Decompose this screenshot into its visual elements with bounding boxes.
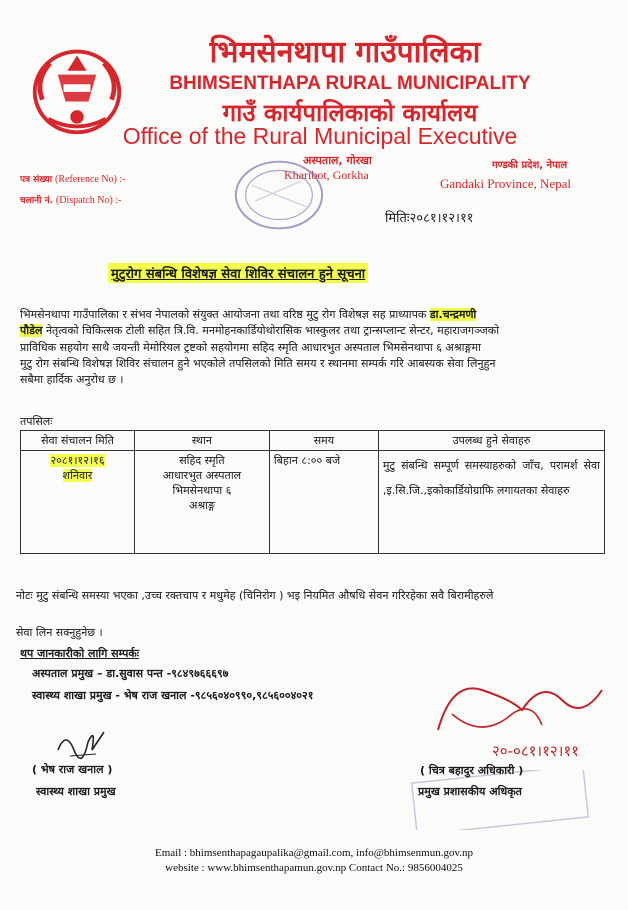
note-line-1: नोटः मुटु संबन्धि समस्या भएका ,उच्च रक्तचाप र मधुमेह (चिनिरोग ) भइ नियमित औषधि सेवन गरिरहेका सवै बिरामीहरुले	[16, 589, 494, 602]
reference-label-en: (Reference No) :-	[55, 174, 126, 185]
municipality-name-en: BHIMSENTHAPA RURAL MUNICIPALITY	[169, 73, 531, 94]
note-line-2: सेवा लिन सक्नुहुनेछ ।	[16, 626, 103, 639]
signatory-left-role: स्वास्थ्य शाखा प्रमुख	[36, 785, 116, 798]
paragraph-line: सबैमा हार्दिक अनुरोध छ ।	[20, 373, 124, 387]
reference-number	[20, 172, 126, 185]
province-en: Gandaki Province, Nepal	[440, 176, 572, 191]
designation-stamp-icon	[410, 770, 590, 830]
service-date: २०८१।१२।१६	[50, 454, 105, 467]
signatory-right-role: प्रमुख प्रशासकीय अधिकृत	[418, 785, 522, 798]
location-line: भिमसेनथापा ६	[172, 484, 232, 497]
province-np: गण्डकी प्रदेश, नेपाल	[492, 160, 568, 171]
office-address-np: अस्पताल, गोरखा	[303, 154, 372, 167]
schedule-table	[20, 430, 605, 554]
notice-title: मुटुरोग संबन्धि विशेषज्ञ सेवा शिविर संचालन हुने सूचना	[108, 263, 368, 283]
paragraph-line-text: भिमसेनथापा गाउँपालिका र संभव नेपालको संयुक्त आयोजना तथा वरिष्ठ मुटु रोग विशेषज्ञ सह प्राध्यापक	[20, 308, 427, 321]
signatory-right-name: ( चित्र बहादुर अधिकारी )	[420, 764, 524, 777]
contact-hospital-chief: अस्पताल प्रमुख – डा.सुवास पन्त -९८४९७६६६९७	[32, 667, 229, 680]
contact-heading: थप जानकारीको लागि सम्पर्कः	[20, 647, 140, 660]
doctor-surname: पौडेल	[20, 324, 43, 338]
paragraph-line-text: नेतृत्वको चिकित्सक टोली सहित त्रि.वि. मनमोहनकार्डियोथोरासिक भास्कुलर तथा ट्रान्सप्लान्ट सेन्टर, महाराजगञ्जको	[45, 324, 500, 338]
paragraph-line: मुटु रोग संबन्धि विशेषज्ञ शिविर संचालन हुने भएकोले तपसिलको मिति समय र स्थानमा सम्पर्क गरि आबस्यक सेवा लिनुहुन	[20, 356, 496, 370]
dispatch-label-np: चलानी नं.	[20, 196, 54, 206]
table-header-time: समय	[269, 431, 378, 451]
table-header-location: स्थान	[134, 431, 269, 451]
letter-date: मितिः२०८१।१२।११	[385, 211, 474, 226]
reference-label-np: पत्र संख्या	[20, 175, 53, 185]
table-header-services: उपलब्ध हुने सेवाहरु	[378, 431, 604, 451]
signature-date: २०-०८१।१२।११	[492, 742, 579, 760]
paragraph-line: प्राविधिक सहयोग साथै जयन्ती मेमोरियल ट्रष्टको सहयोगमा सहिद स्मृति आधारभुत अस्पताल भिमसेनथापा ६ अश्राङ्गमा	[20, 340, 481, 354]
municipality-name-np: भिमसेनथापा गाउँपालिका	[209, 35, 481, 70]
table-header-date: सेवा संचालन मिति	[21, 431, 135, 451]
office-address-en: Kharibot, Gorkha	[284, 168, 369, 182]
office-name-en: Office of the Rural Municipal Executive	[122, 123, 518, 149]
dispatch-number	[20, 193, 121, 206]
contact-health-section-chief: स्वास्थ्य शाखा प्रमुख - भेष राज खनाल -९८५६०४०९९०,९८५६००४०२१	[32, 689, 314, 702]
paragraph-line	[20, 307, 612, 323]
details-label: तपसिलः	[20, 415, 53, 428]
dispatch-label-en: (Dispatch No) :-	[55, 195, 122, 206]
footer-website: website : www.bhimsenthapamun.gov.np Contact No.: 9856004025	[165, 862, 463, 874]
footer-email: Email : bhimsenthapagaupalika@gmail.com, info@bhimsenmun.gov.np	[154, 847, 474, 859]
doctor-name: डा.चन्द्रमणी	[429, 308, 477, 321]
cell-location	[134, 451, 269, 554]
cell-services: मुटु संबन्धि सम्पूर्ण समस्याहरुको जाँच, परामर्श सेवा ,इ.सि.जि.,इकोकार्डियोग्राफि लगायतका सेवाहरु	[378, 451, 604, 554]
office-stamp-icon	[230, 155, 328, 235]
signature-left-icon	[52, 720, 112, 764]
table-row	[21, 451, 605, 554]
location-line: अश्राङ्ग	[188, 499, 215, 512]
signature-right-icon	[422, 670, 612, 770]
location-line: सहिद स्मृति	[179, 454, 225, 467]
footer-contact	[0, 846, 628, 876]
signatory-left-name: ( भेष राज खनाल )	[32, 763, 113, 776]
table-header-row	[21, 431, 605, 451]
paragraph-line	[20, 323, 612, 339]
office-name-np: गाउँ कार्यपालिकाको कार्यालय	[222, 99, 478, 127]
service-day: शनिवार	[62, 469, 93, 482]
notice-paragraph	[20, 307, 612, 388]
cell-date	[21, 451, 135, 554]
location-line: आधारभुत अस्पताल	[162, 469, 242, 482]
cell-time: बिहान ८:०० बजे	[269, 451, 378, 554]
